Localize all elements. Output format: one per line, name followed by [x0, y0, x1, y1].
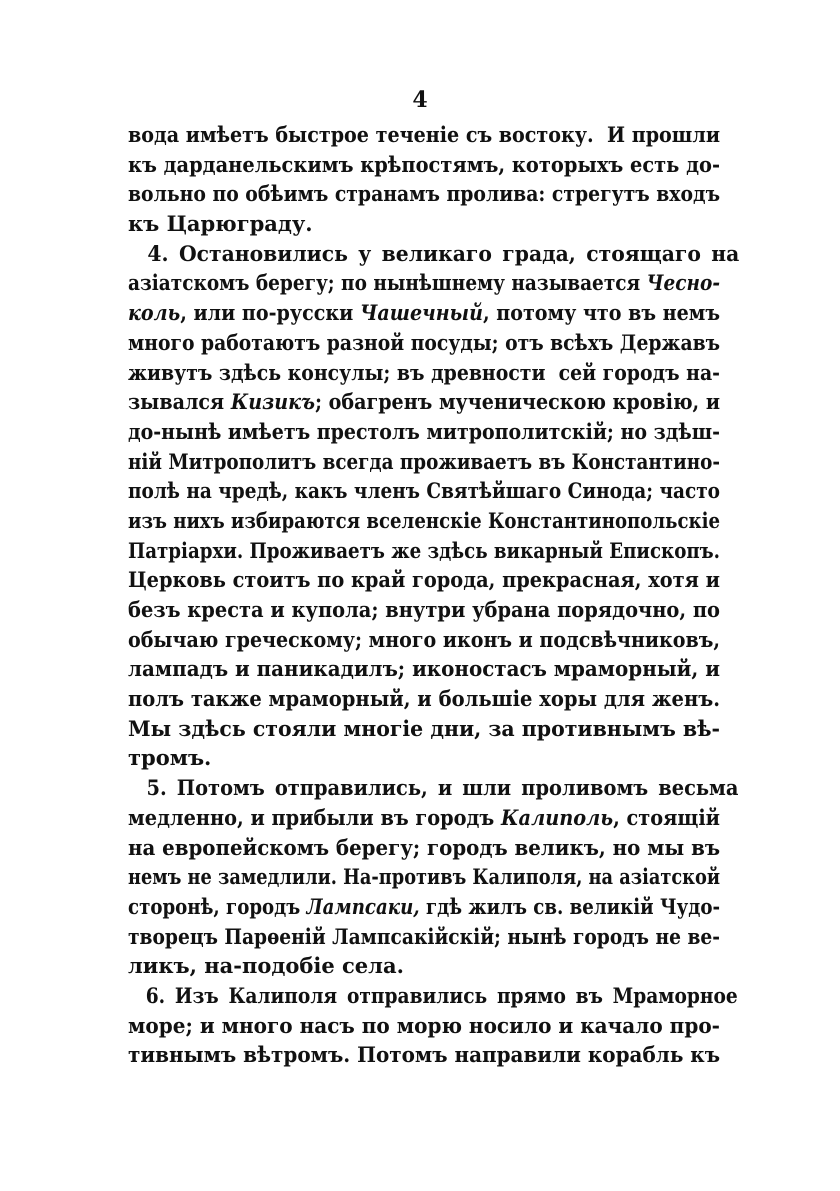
text-segment: море; и много насъ по морю носило и качало про- [128, 1012, 720, 1038]
text-line [128, 862, 720, 892]
text-line [128, 743, 720, 773]
text-segment: 5. Потомъ отправились, и шли проливомъ весьма [146, 775, 739, 801]
text-line [128, 328, 720, 358]
text-segment: обычаю греческому; много иконъ и подсвѣчниковъ, [128, 626, 720, 652]
text-segment: , или по-русски [180, 300, 360, 326]
text-segment: лампадъ и паникадилъ; иконостасъ мраморный, и [128, 656, 720, 682]
text-segment: 6. Изъ Калиполя отправились прямо въ Мраморное [145, 982, 738, 1008]
text-segment: вольно по обѣимъ странамъ пролива: стрегутъ входъ [128, 181, 720, 207]
text-line [128, 120, 720, 150]
text-segment: , стоящій [613, 804, 720, 830]
text-line [128, 506, 720, 536]
text-segment: ; обагренъ мученическою кровію, и [314, 389, 720, 415]
text-line [128, 951, 720, 981]
text-segment: до-нынѣ имѣетъ престолъ митрополитскій; но здѣш- [128, 418, 720, 444]
text-segment: гдѣ жилъ св. великій Чудо- [419, 893, 720, 919]
text-segment: къ Царюграду. [128, 211, 313, 237]
text-line [128, 209, 720, 239]
text-line [128, 447, 720, 477]
text-line [128, 298, 720, 328]
italic-text: Кизикъ [230, 389, 315, 415]
text-segment: зывался [128, 389, 231, 415]
italic-text: Чашечный [359, 300, 483, 326]
text-line [128, 981, 738, 1011]
text-segment: къ дарданельскимъ крѣпостямъ, которыхъ есть до- [128, 151, 720, 177]
text-segment: полъ также мраморный, и большіе хоры для женъ. [128, 686, 720, 712]
text-segment: Мы здѣсь стояли многіе дни, за противнымъ вѣ- [128, 715, 720, 741]
text-line [128, 239, 739, 269]
text-line [128, 833, 720, 863]
text-segment: на европейскомъ берегу; городъ великъ, но мы въ [128, 834, 720, 860]
text-line [128, 536, 720, 566]
text-line [128, 922, 720, 952]
text-segment: живутъ здѣсь консулы; въ древности сей городъ на- [128, 359, 720, 385]
text-line [128, 684, 720, 714]
text-segment: творецъ Парѳеній Лампсакійскій; нынѣ городъ не ве- [128, 923, 720, 949]
page-number: 4 [412, 87, 428, 113]
italic-text: Калиполь [500, 804, 614, 830]
text-line [128, 476, 720, 506]
text-line [128, 150, 720, 180]
body-text [128, 120, 740, 1070]
text-line [128, 595, 720, 625]
text-line [128, 268, 720, 298]
text-segment: сторонѣ, городъ [128, 893, 307, 919]
text-segment: Церковь стоитъ по край города, прекрасная, хотя и [128, 567, 720, 593]
italic-text: Лампсаки, [306, 893, 420, 919]
text-segment: тивнымъ вѣтромъ. Потомъ направили корабль къ [128, 1042, 720, 1068]
text-segment: , потому что въ немъ [482, 300, 720, 326]
text-line [128, 1011, 720, 1041]
text-line [128, 387, 720, 417]
text-segment: ликъ, на-подобіе села. [128, 953, 404, 979]
text-segment: тромъ. [128, 745, 212, 771]
text-line [128, 1040, 720, 1070]
italic-text: Чесно- [646, 270, 720, 296]
text-line [128, 625, 720, 655]
text-line [128, 358, 720, 388]
text-line [128, 803, 720, 833]
text-segment: Патріархи. Проживаетъ же здѣсь викарный Епископъ. [128, 537, 720, 563]
text-line [128, 773, 738, 803]
text-segment: вода имѣетъ быстрое теченіе съ востоку. И прошли [128, 122, 720, 147]
text-line [128, 179, 720, 209]
text-segment: 4. Остановились у великаго града, стоящаго на [147, 240, 740, 266]
text-segment: полѣ на чредѣ, какъ членъ Святѣйшаго Синода; часто [128, 478, 720, 504]
text-segment: азіатскомъ берегу; по нынѣшнему называется [128, 270, 647, 296]
text-segment: много работаютъ разной посуды; отъ всѣхъ Державъ [128, 329, 720, 355]
text-line [128, 892, 720, 922]
text-line [128, 714, 720, 744]
text-line [128, 654, 720, 684]
text-segment: изъ нихъ избираются вселенскіе Константинопольскіе [128, 507, 720, 533]
text-segment: медленно, и прибыли въ городъ [128, 804, 501, 830]
text-segment: ній Митрополитъ всегда проживаетъ въ Константино- [128, 448, 720, 474]
text-line [128, 417, 720, 447]
text-segment: немъ не замедлили. На-противъ Калиполя, на азіатской [128, 864, 720, 890]
text-segment: безъ креста и купола; внутри убрана порядочно, по [128, 597, 720, 622]
text-line [128, 565, 720, 595]
italic-text: коль [128, 300, 181, 326]
